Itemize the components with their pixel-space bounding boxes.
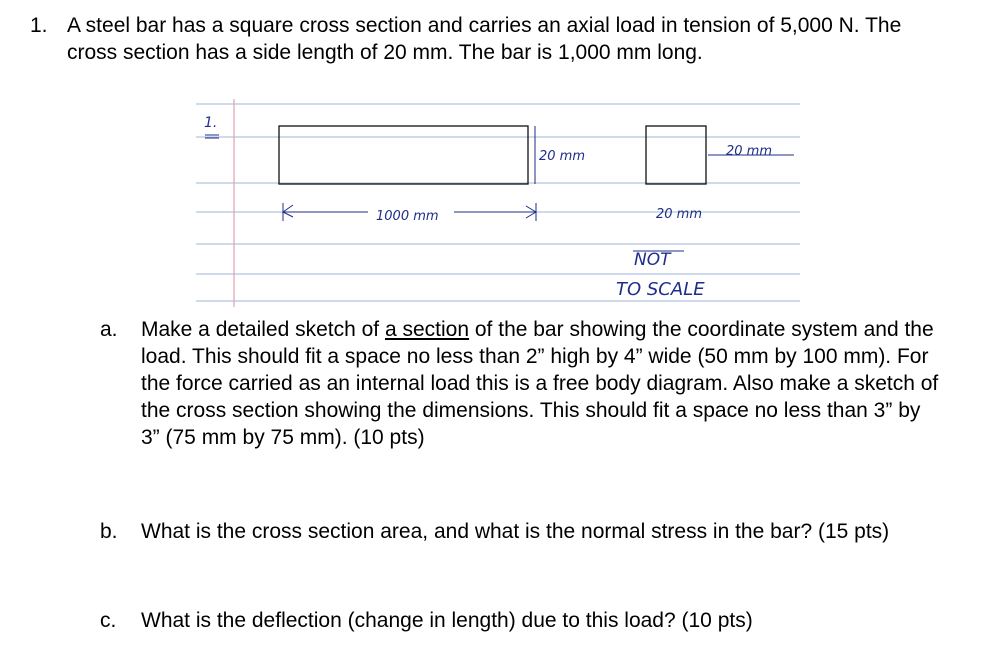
note-to-scale: TO SCALE — [616, 279, 705, 300]
problem-number: 1. — [30, 14, 48, 37]
cs-width-label: 20 mm — [656, 207, 703, 222]
part-b-letter: b. — [100, 520, 118, 543]
part-c-letter: c. — [100, 609, 117, 632]
note-not: NOT — [634, 250, 671, 270]
ruled-lines — [196, 104, 800, 301]
part-a-text-start: Make a detailed sketch of — [141, 318, 385, 341]
part-a-letter: a. — [100, 318, 118, 341]
sketch-label: 1. — [204, 115, 218, 131]
length-arrow-left — [283, 205, 293, 217]
part-a-underlined-phrase: a section — [384, 318, 470, 341]
part-c-text: What is the deflection (change in length) due to this load? (10 pts) — [141, 609, 753, 632]
bar-rectangle — [279, 126, 528, 184]
hand-sketch — [196, 99, 800, 307]
part-b-text: What is the cross section area, and what is the normal stress in the bar? (15 pts) — [141, 520, 890, 543]
problem-statement: A steel bar has a square cross section and carries an axial load in tension of 5,000 N. The cross section has a side length of 20 mm. The bar is 1,000 mm long. — [67, 14, 902, 64]
part-a-text-rest: of the bar showing the coordinate system and the load. This should fit a space no less than 2” high by 4” wide (50 mm by 100 mm). For the force carried as an internal load this is a free body diagram. Also make a sketch of the cross section showing the dimensions. This should fit a space no less than 3” by 3” (75 mm by 75 mm). (10 pts) — [141, 318, 939, 449]
sketch-drawing — [196, 99, 800, 307]
cs-height-label: 20 mm — [726, 144, 773, 159]
part-a-text — [141, 316, 941, 451]
bar-height-label: 20 mm — [539, 149, 586, 164]
cross-section-square — [646, 126, 706, 184]
bar-length-label: 1000 mm — [376, 209, 439, 224]
